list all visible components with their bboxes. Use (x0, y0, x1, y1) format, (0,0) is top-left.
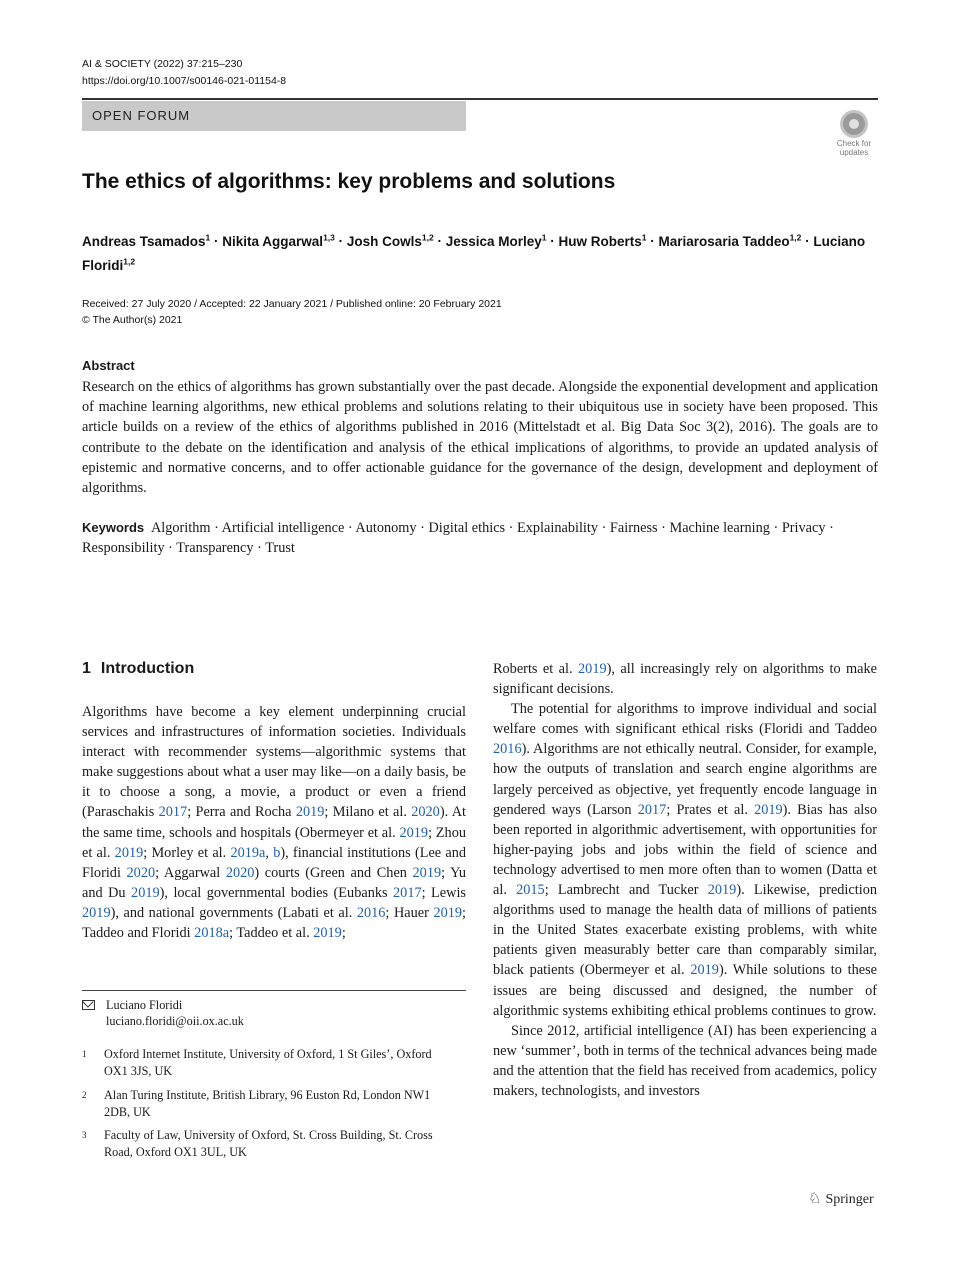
author-name: Nikita Aggarwal (222, 233, 324, 249)
citation-link[interactable]: b (273, 844, 281, 861)
keywords-list: Algorithm · Artificial intelligence · Autonomy · Digital ethics · Explainability · Fairness · Machine learning · Privacy · Responsibility · Transparency · Trust (82, 520, 834, 557)
paragraph-text: ). Algorithms are not ethically neutral. Consider, for example, how the outputs of translation and search engine algorithms are largely perceived as objective, yet frequently encode language in gendered ways (Larson (493, 741, 877, 818)
paragraph-text: ; Aggarwal (155, 864, 226, 881)
citation-link[interactable]: 2019 (295, 804, 325, 821)
affiliation-number: 3 (82, 1130, 87, 1140)
citation-link[interactable]: 2016 (356, 904, 386, 921)
paragraph-text: Roberts et al. (493, 661, 579, 677)
section-tag: OPEN FORUM (82, 101, 466, 131)
header-divider (82, 98, 878, 100)
citation-link[interactable]: 2019 (707, 882, 737, 899)
correspondence (82, 997, 244, 1029)
affiliation-number: 1 (82, 1049, 87, 1059)
author-affiliation: 1,2 (123, 256, 136, 267)
paragraph-text: , (265, 844, 274, 861)
author-separator: · (334, 233, 347, 249)
author-list (82, 227, 882, 276)
author-affiliation: 1,3 (323, 232, 335, 242)
keywords-label: Keywords (82, 520, 145, 535)
paragraph-text: ). Bias has also been reported in algorithmic advertisement, with opportunities for higher-paying jobs and jobs within the field of science and technology advertised to men more often than to women (Datta et al. (493, 801, 877, 899)
correspondence-email[interactable]: luciano.floridi@oii.ox.ac.uk (106, 1014, 244, 1028)
author-affiliation: 1,2 (789, 232, 802, 242)
paragraph-text: ), and national governments (Labati et al. (110, 904, 357, 921)
section-title: Introduction (100, 660, 195, 677)
paragraph-text: ; Taddeo et al. (229, 925, 314, 942)
author (559, 234, 647, 249)
paragraph-text: ; Prates et al. (666, 801, 755, 818)
paragraph-text: ). Likewise, prediction algorithms used to manage the health data of millions of patients in the United States exacerbate existing problems, with white patients given measurably better care than comparably similar, black patients (Obermeyer et al. (493, 882, 877, 979)
paragraph-text: ; (341, 925, 346, 942)
citation-link[interactable]: 2017 (393, 884, 422, 901)
publication-dates (82, 296, 502, 328)
paragraph-text: ; Yu and Du (82, 864, 467, 901)
check-updates-line2: updates (839, 148, 869, 157)
affiliation (82, 1127, 466, 1160)
author-name: Andreas Tsamados (82, 233, 206, 249)
paragraph-text: ), local governmental bodies (Eubanks (159, 884, 394, 901)
paragraph-text: ; Taddeo and Floridi (82, 904, 467, 942)
author-separator: · (433, 233, 446, 249)
dates-line: Received: 27 July 2020 / Accepted: 22 January 2021 / Published online: 20 February 2021 (82, 298, 502, 310)
citation-link[interactable]: 2016 (493, 741, 522, 758)
citation-link[interactable]: 2019 (114, 844, 144, 861)
paragraph-text: ; Lambrecht and Tucker (544, 882, 708, 899)
author-separator: · (801, 233, 814, 249)
citation-link[interactable]: 2019 (82, 904, 111, 921)
paragraph-text: ) courts (Green and Chen (254, 864, 413, 881)
citation-link[interactable]: 2019 (412, 864, 442, 881)
paragraph-text: ; Hauer (385, 904, 434, 921)
citation-link[interactable]: 2019 (313, 925, 342, 942)
citation-link[interactable]: 2019 (578, 661, 607, 677)
check-updates-line1: Check for (836, 139, 872, 148)
paragraph-text: ; Morley et al. (143, 844, 231, 861)
citation-link[interactable]: 2019 (433, 904, 463, 921)
author-name: Luciano Floridi (82, 233, 866, 273)
paragraph-text: ), all increasingly rely on algorithms to make significant decisions. (493, 661, 877, 698)
paragraph-text: The potential for algorithms to improve individual and social welfare comes with significant ethical risks (Floridi and Taddeo (493, 701, 877, 738)
author-name: Jessica Morley (445, 233, 542, 249)
citation-link[interactable]: 2019 (690, 962, 719, 979)
citation-link[interactable]: 2015 (516, 882, 545, 899)
paragraph-text: ; Milano et al. (324, 804, 412, 821)
doi-link[interactable]: https://doi.org/10.1007/s00146-021-01154-8 (82, 75, 287, 87)
footnote-divider (82, 990, 466, 991)
journal-citation: AI & SOCIETY (2022) 37:215–230 (82, 58, 243, 70)
author (82, 234, 210, 249)
author-separator: · (646, 233, 659, 249)
keywords (82, 518, 878, 558)
author-affiliation: 1 (205, 232, 211, 242)
paragraph-text: ; Lewis (421, 884, 466, 901)
affiliation-text: Oxford Internet Institute, University of Oxford, 1 St Giles’, Oxford OX1 3JS, UK (104, 1047, 432, 1078)
citation-link[interactable]: 2020 (411, 804, 440, 821)
abstract-heading: Abstract (82, 358, 135, 373)
citation-link[interactable]: 2017 (637, 801, 667, 818)
author-separator: · (210, 233, 223, 249)
paragraph-text: ), financial institutions (Lee and Floridi (82, 844, 467, 881)
citation-link[interactable]: 2019 (131, 884, 160, 901)
paragraph-text: Algorithms have become a key element underpinning crucial services and infrastructures of information societies. Individuals interact with recommender systems—algorithmic systems that make suggestions about what a user may like—on a daily basis, be it to choose a song, a movie, a product or even a friend (Paraschakis (82, 704, 466, 821)
author-affiliation: 1 (641, 232, 647, 242)
correspondence-name: Luciano Floridi (106, 998, 183, 1012)
abstract-text: Research on the ethics of algorithms has grown substantially over the past decade. Alongside the exponential development and application of machine learning algorithms, new ethical problems and solutions relating to their ubiquitous use in society have been proposed. This article builds on a review of the ethics of algorithms published in 2016 (Mittelstadt et al. Big Data Soc 3(2), 2016). The goals are to contribute to the debate on the identification and analysis of the ethical implications of algorithms, to provide an updated analysis of epistemic and normative concerns, and to offer actionable guidance for the governance of the design, development and deployment of algorithms. (82, 379, 878, 497)
right-column (493, 659, 877, 1101)
citation-link[interactable]: 2017 (158, 804, 188, 821)
author-name: Mariarosaria Taddeo (658, 233, 790, 249)
paragraph-text: ). While solutions to these issues are being discussed and designed, the number of algorithmic systems exhibiting ethical problems continues to grow. (493, 962, 877, 1019)
journal-header (82, 56, 286, 90)
section-heading (82, 660, 194, 678)
paragraph (493, 699, 877, 1021)
author (659, 234, 802, 249)
author-separator: · (546, 233, 559, 249)
affiliation-text: Faculty of Law, University of Oxford, St. Cross Building, St. Cross Road, Oxford OX1 3UL, UK (104, 1128, 433, 1159)
paragraph (493, 659, 877, 699)
check-for-updates-badge[interactable] (830, 110, 878, 156)
publisher-logo (808, 1189, 874, 1208)
left-column (82, 702, 466, 943)
citation-link[interactable]: 2020 (225, 864, 255, 881)
author (446, 234, 547, 249)
author (347, 234, 434, 249)
author-name: Huw Roberts (558, 233, 642, 249)
author-affiliation: 1 (541, 232, 547, 242)
copyright-line: © The Author(s) 2021 (82, 314, 183, 326)
crossmark-icon (840, 110, 868, 138)
article-title: The ethics of algorithms: key problems and solutions (82, 170, 616, 193)
author-affiliation: 1,2 (421, 232, 434, 242)
citation-link[interactable]: 2018a (194, 925, 230, 942)
springer-horse-icon: ♘ (808, 1191, 822, 1207)
paragraph-text: ; Zhou et al. (82, 824, 466, 861)
section-number: 1 (82, 660, 91, 677)
paragraph: Since 2012, artificial intelligence (AI) has been experiencing a new ‘summer’, both in terms of the technical advances being made and the attention that the field has received from academics, policy makers, technologists, and investors (493, 1022, 877, 1099)
affiliation-text: Alan Turing Institute, British Library, 96 Euston Rd, London NW1 2DB, UK (104, 1088, 431, 1119)
affiliation (82, 1087, 466, 1120)
author (222, 234, 335, 249)
paragraph-text: ). At the same time, schools and hospitals (Obermeyer et al. (82, 804, 467, 841)
citation-link[interactable]: 2019 (754, 801, 783, 818)
citation-link[interactable]: 2019a (230, 844, 266, 861)
author-name: Josh Cowls (346, 233, 422, 249)
paragraph-text: ; Perra and Rocha (187, 804, 296, 821)
affiliation (82, 1046, 466, 1079)
citation-link[interactable]: 2019 (399, 824, 429, 841)
publisher-name: Springer (825, 1192, 874, 1207)
paragraph (82, 702, 466, 943)
citation-link[interactable]: 2020 (126, 864, 156, 881)
envelope-icon (82, 1000, 95, 1010)
affiliation-number: 2 (82, 1090, 87, 1100)
